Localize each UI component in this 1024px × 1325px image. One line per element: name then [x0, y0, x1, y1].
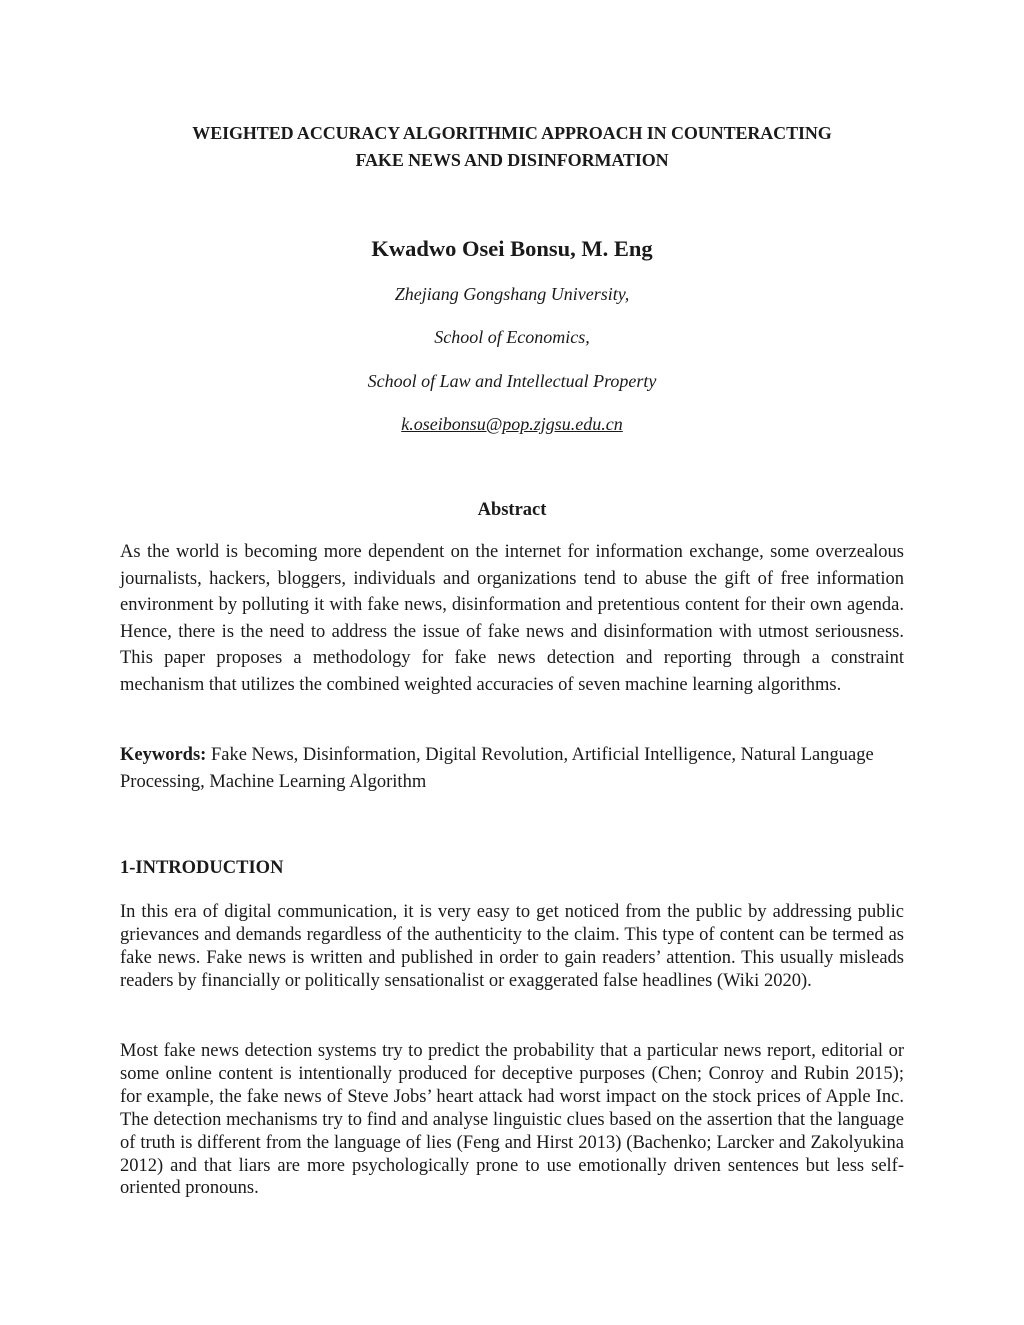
- paper-title-line-2: FAKE NEWS AND DISINFORMATION: [355, 150, 669, 170]
- affiliation-school-economics: School of Economics,: [434, 327, 590, 347]
- affiliation-school-law: School of Law and Intellectual Property: [367, 371, 657, 391]
- keywords: [120, 742, 904, 795]
- keywords-text: Fake News, Disinformation, Digital Revolution, Artificial Intelligence, Natural Language Processing, Machine Learning Algorithm: [120, 745, 874, 792]
- email-link[interactable]: k.oseibonsu@pop.zjgsu.edu.cn: [401, 414, 623, 434]
- section-heading-introduction: 1-INTRODUCTION: [120, 858, 284, 878]
- introduction-paragraph-2: Most fake news detection systems try to predict the probability that a particular news report, editorial or some online content is intentionally produced for deceptive purposes (Chen; Conroy and Rubin 2015); for example, the fake news of Steve Jobs’ heart attack had worst impact on the stock prices of Apple Inc. The detection mechanisms try to find and analyse linguistic clues based on the assertion that the language of truth is different from the language of lies (Feng and Hirst 2013) (Bachenko; Larcker and Zakolyukina 2012) and that liars are more psychologically prone to use emotionally driven sentences but less self-oriented pronouns.: [120, 1041, 904, 1199]
- paper-title-line-1: WEIGHTED ACCURACY ALGORITHMIC APPROACH IN COUNTERACTING: [192, 123, 832, 143]
- affiliation-university: Zhejiang Gongshang University,: [394, 284, 630, 304]
- author-email: [120, 412, 904, 436]
- keywords-label: Keywords:: [120, 745, 207, 765]
- paper-title: [120, 120, 904, 174]
- abstract-body: As the world is becoming more dependent on the internet for information exchange, some overzealous journalists, hackers, bloggers, individuals and organizations tend to abuse the gift of free information environment by polluting it with fake news, disinformation and pretentious content for their own agenda. Hence, there is the need to address the issue of fake news and disinformation with utmost seriousness. This paper proposes a methodology for fake news detection and reporting through a constraint mechanism that utilizes the combined weighted accuracies of seven machine learning algorithms.: [120, 542, 904, 695]
- abstract-heading: Abstract: [477, 500, 547, 520]
- introduction-paragraph-1: In this era of digital communication, it is very easy to get noticed from the public by addressing public grievances and demands regardless of the authenticity to the claim. This type of content can be termed as fake news. Fake news is written and published in order to gain readers’ attention. This usually misleads readers by financially or politically sensationalist or exaggerated false headlines (Wiki 2020).: [120, 902, 904, 991]
- author-name: Kwadwo Osei Bonsu, M. Eng: [371, 236, 653, 261]
